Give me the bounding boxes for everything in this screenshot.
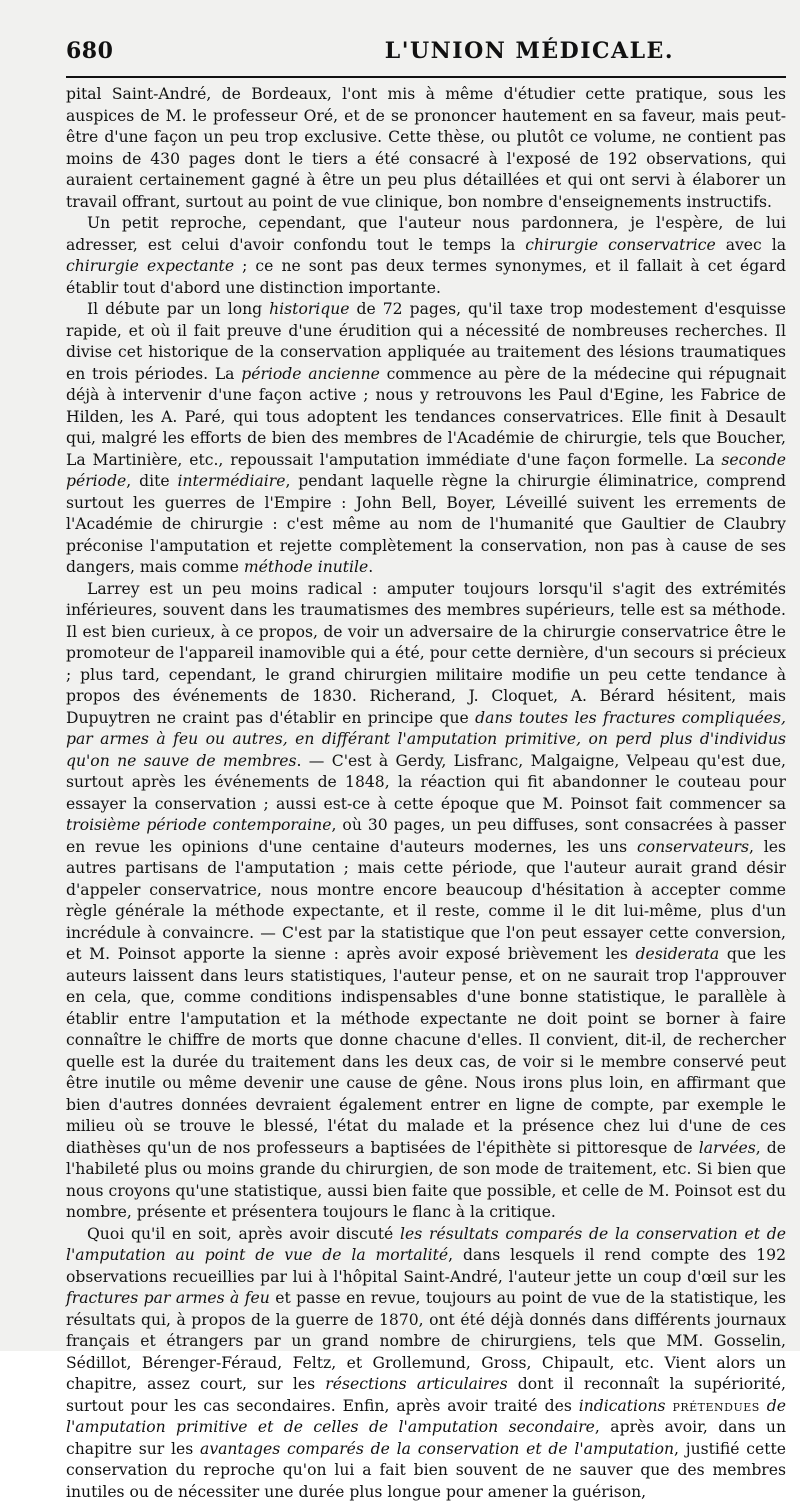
page-number: 680: [66, 38, 113, 64]
text-run: , dans lesquels il rend compte des 192 observations recueillies par lui à l'hôpital Saint-André, l'auteur jette un coup d'œil sur les: [66, 1246, 786, 1286]
italic-text: troisième période contemporaine: [66, 816, 331, 834]
text-run: [760, 1397, 767, 1415]
text-run: Il débute par un long: [87, 300, 269, 318]
text-run: Un petit reproche, cependant, que l'auteur nous pardonnera, je l'espère, de lui adresser, est celui d'avoir confondu tout le temps la: [66, 214, 786, 254]
paragraph: [66, 1224, 786, 1503]
italic-text: fractures par armes à feu: [66, 1289, 270, 1307]
text-run: pital Saint-André, de Bordeaux, l'ont mis à même d'étudier cette pratique, sous les auspices de M. le professeur Oré, et de se prononcer hautement en sa faveur, mais peut-être d'une façon un peu trop exclusive. Cette thèse, ou plutôt ce volume, ne contient pas moins de 430 pages dont le tiers a été consacré à l'exposé de 192 observations, qui auraient certainement gagné à être un peu plus détaillées et qui ont servi à élaborer un travail offrant, surtout au point de vue clinique, bon nombre d'enseignements instructifs.: [66, 85, 786, 211]
italic-text: de l'amputation primitive et de celles de l'amputation secondaire: [66, 1397, 786, 1437]
text-run: .: [368, 558, 373, 576]
italic-text: résections articulaires: [325, 1375, 507, 1393]
text-run: que les auteurs laissent dans leurs statistiques, l'auteur pense, et on ne saurait trop l'approuver en cela, que, comme conditions indispensables d'une bonne statistique, le parallèle à établir entre l'amputation et la méthode expectante ne doit point se borner à faire connaître le chiffre de morts que donne chacune d'elles. Il convient, dit-il, de rechercher quelle est la durée du traitement dans les deux cas, de voir si le membre conservé peut être inutile ou même devenir une cause de gêne. Nous irons plus loin, en affirmant que bien d'autres données devraient également entrer en ligne de compte, par exemple le milieu où se trouve le blessé, l'état du malade et la présence chez lui d'une de ces diathèses qu'un de nos professeurs a baptisées de l'épithète si pittoresque de: [66, 945, 786, 1157]
text-run: commence au père de la médecine qui répugnait déjà à intervenir d'une façon active ; nous y retrouvons les Paul d'Egine, les Fabrice de Hilden, les A. Paré, qui tous adoptent les tendances conservatrices. Elle finit à Desault qui, malgré les efforts de bien des membres de l'Académie de chirurgie, tels que Boucher, La Martinière, etc., repoussait l'amputation immédiate d'une façon formelle. La: [66, 365, 786, 469]
italic-text: avantages comparés de la conservation et de l'amputation: [200, 1440, 674, 1458]
smallcaps-text: prétendues: [672, 1397, 759, 1415]
text-run: Larrey est un peu moins radical : amputer toujours lorsqu'il s'agit des extrémités inférieures, souvent dans les traumatismes des membres supérieurs, telle est sa méthode. Il est bien curieux, à ce propos, de voir un adversaire de la chirurgie conservatrice être le promoteur de l'appareil inamovible qui a été, pour cette dernière, d'un secours si précieux ; plus tard, cependant, le grand chirurgien militaire modifie un peu cette tendance à propos des événements de 1830. Richerand, J. Cloquet, A. Bérard hésitent, mais Dupuytren ne craint pas d'établir en principe que: [66, 580, 786, 727]
text-run: dont il reconnaît la supériorité, surtout pour les cas secondaires. Enfin, après avoir traité des: [66, 1375, 786, 1415]
text-run: , où 30 pages, un peu diffuses, sont consacrées à passer en revue les opinions d'une centaine d'auteurs modernes, les uns: [66, 816, 786, 856]
italic-text: seconde période: [66, 451, 786, 491]
running-head: L'UNION MÉDICALE.: [385, 38, 674, 64]
text-run: , de l'habileté plus ou moins grande du chirurgien, de son mode de traitement, etc. Si bien que nous croyons qu'une statistique, aussi bien faite que possible, et celle de M. Poinsot est du nombre, présente et présentera toujours le flanc à la critique.: [66, 1139, 786, 1222]
text-run: , pendant laquelle règne la chirurgie éliminatrice, comprend surtout les guerres de l'Empire : John Bell, Boyer, Léveillé suivent les errements de l'Académie de chirurgie : c'est même au nom de l'humanité que Gaultier de Claubry préconise l'amputation et rejette complètement la conservation, non pas à cause de ses dangers, mais comme: [66, 472, 786, 576]
page-header: [66, 38, 786, 64]
text-run: et passe en revue, toujours au point de vue de la statistique, les résultats qui, à propos de la guerre de 1870, ont été déjà donnés dans différents journaux français et étrangers par un grand nombre de chirurgiens, tels que MM. Gosselin, Sédillot, Bérenger-Féraud, Feltz, et Grollemund, Gross, Chipault, etc. Vient alors un chapitre, assez court, sur les: [66, 1289, 786, 1393]
text-run: de 72 pages, qu'il taxe trop modestement d'esquisse rapide, et où il fait preuve d'une érudition qui a nécessité de nombreuses recherches. Il divise cet historique de la conservation appliquée au traitement des lésions traumatiques en trois périodes. La: [66, 300, 786, 383]
text-run: , dite: [126, 472, 177, 490]
paragraph: [66, 299, 786, 579]
italic-text: période ancienne: [241, 365, 380, 383]
paragraph: [66, 213, 786, 299]
header-rule: [66, 76, 786, 78]
italic-text: dans toutes les fractures compliquées, par armes à feu ou autres, en différant l'amputation primitive, on perd plus d'individus qu'on ne sauve de membres: [66, 709, 786, 770]
text-run: . — C'est à Gerdy, Lisfranc, Malgaigne, Velpeau qu'est due, surtout après les événements de 1848, la réaction qui fit abandonner le couteau pour essayer la conservation ; aussi est-ce à cette époque que M. Poinsot fait commencer sa: [66, 752, 786, 813]
italic-text: desiderata: [636, 945, 720, 963]
italic-text: indications: [579, 1397, 666, 1415]
italic-text: historique: [269, 300, 349, 318]
text-run: , après avoir, dans un chapitre sur les: [66, 1418, 786, 1458]
text-run: [665, 1397, 672, 1415]
text-run: avec la: [716, 236, 786, 254]
italic-text: méthode inutile: [244, 558, 368, 576]
text-run: Quoi qu'il en soit, après avoir discuté: [87, 1225, 400, 1243]
italic-text: les résultats comparés de la conservation et de l'amputation au point de vue de la mortalité: [66, 1225, 786, 1265]
paragraph: [66, 84, 786, 213]
italic-text: intermédiaire: [178, 472, 286, 490]
italic-text: conservateurs: [637, 838, 749, 856]
text-run: ; ce ne sont pas deux termes synonymes, et il fallait à cet égard établir tout d'abord une distinction importante.: [66, 257, 786, 297]
italic-text: chirurgie expectante: [66, 257, 234, 275]
text-run: , justifié cette conservation du reproche qu'on lui a fait bien souvent de ne sauver que des membres inutiles ou de nécessiter une durée plus longue pour amener la guérison,: [66, 1440, 786, 1501]
italic-text: chirurgie conservatrice: [525, 236, 716, 254]
article-body: [66, 84, 786, 1503]
italic-text: larvées: [699, 1139, 756, 1157]
text-run: , les autres partisans de l'amputation ; mais cette période, que l'auteur aurait grand désir d'appeler conservatrice, nous montre encore beaucoup d'hésitation à accepter comme règle générale la méthode expectante, et il reste, comme il le dit lui-même, plus d'un incrédule à convaincre. — C'est par la statistique que l'on peut essayer cette conversion, et M. Poinsot apporte la sienne : après avoir exposé brièvement les: [66, 838, 786, 964]
paragraph: [66, 579, 786, 1224]
